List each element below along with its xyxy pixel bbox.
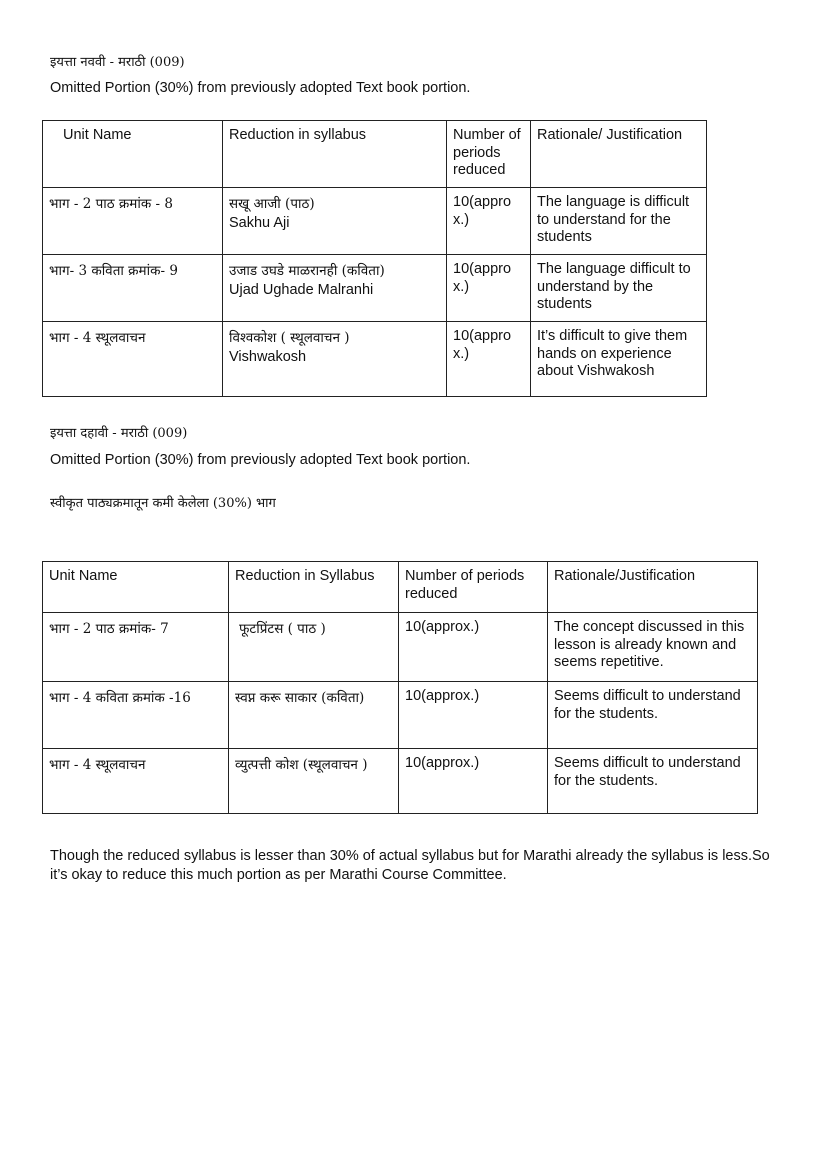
col-header-reduction: Reduction in syllabus (229, 127, 367, 143)
table-row (43, 682, 758, 749)
reduction-english: Vishwakosh (229, 349, 307, 365)
periods-cell: 10(approx.) (453, 328, 512, 362)
footer-note: Though the reduced syllabus is lesser than 30% of actual syllabus but for Marathi already the syllabus is less.So it’s okay to reduce this much portion as per Marathi Course Committee. (50, 848, 770, 883)
col-header-unit: Unit Name (49, 568, 118, 584)
table-row (43, 749, 758, 814)
unit-cell: भाग - 2 पाठ क्रमांक - 8 (49, 196, 173, 212)
rationale-cell: It’s difficult to give them hands on experience about Vishwakosh (537, 328, 688, 379)
table-header-row (43, 121, 707, 188)
reduction-cell: स्वप्न करू साकार (कविता) (235, 690, 365, 706)
unit-cell: भाग- 3 कविता क्रमांक- 9 (49, 263, 178, 279)
table-row (43, 613, 758, 682)
rationale-cell: The language is difficult to understand for the students (537, 194, 690, 245)
table-header-row (43, 562, 758, 613)
unit-cell: भाग - 4 स्थूलवाचन (49, 330, 146, 346)
reduction-english: Sakhu Aji (229, 215, 290, 231)
col-header-rationale: Rationale/Justification (554, 568, 696, 584)
section2-subheading-marathi: स्वीकृत पाठ्यक्रमातून कमी केलेला (30%) भाग (50, 496, 276, 511)
col-header-rationale: Rationale/ Justification (537, 127, 683, 143)
reduction-cell: व्युत्पत्ती कोश (स्थूलवाचन ) (235, 757, 368, 773)
table-class9 (42, 120, 707, 397)
unit-cell: भाग - 2 पाठ क्रमांक- 7 (49, 621, 169, 637)
table-row (43, 188, 707, 255)
col-header-periods: Number of periods reduced (453, 127, 521, 178)
rationale-cell: Seems difficult to understand for the students. (554, 688, 741, 722)
rationale-cell: The language difficult to understand by the students (537, 261, 691, 312)
section1-subheading: Omitted Portion (30%) from previously adopted Text book portion. (50, 80, 471, 96)
table-row (43, 255, 707, 322)
reduction-marathi: सखू आजी (पाठ) (229, 196, 315, 212)
periods-cell: 10(approx.) (453, 194, 512, 228)
col-header-periods: Number of periods reduced (405, 568, 525, 602)
rationale-cell: The concept discussed in this lesson is already known and seems repetitive. (554, 619, 745, 670)
section2-subheading: Omitted Portion (30%) from previously adopted Text book portion. (50, 452, 471, 468)
periods-cell: 10(approx.) (405, 755, 480, 771)
table-class10 (42, 561, 758, 814)
reduction-cell: फूटप्रिंटस ( पाठ ) (239, 621, 326, 637)
reduction-english: Ujad Ughade Malranhi (229, 282, 374, 298)
periods-cell: 10(approx.) (405, 619, 480, 635)
section1-heading: इयत्ता नववी - मराठी (009) (50, 55, 185, 70)
col-header-unit: Unit Name (63, 127, 132, 143)
periods-cell: 10(approx.) (405, 688, 480, 704)
col-header-reduction: Reduction in Syllabus (235, 568, 375, 584)
periods-cell: 10(approx.) (453, 261, 512, 295)
unit-cell: भाग - 4 कविता क्रमांक -16 (49, 690, 191, 706)
unit-cell: भाग - 4 स्थूलवाचन (49, 757, 146, 773)
reduction-marathi: उजाड उघडे माळरानही (कविता) (229, 263, 385, 279)
table-row (43, 322, 707, 397)
rationale-cell: Seems difficult to understand for the students. (554, 755, 741, 789)
section2-heading: इयत्ता दहावी - मराठी (009) (50, 426, 188, 441)
reduction-marathi: विश्वकोश ( स्थूलवाचन ) (229, 330, 350, 346)
